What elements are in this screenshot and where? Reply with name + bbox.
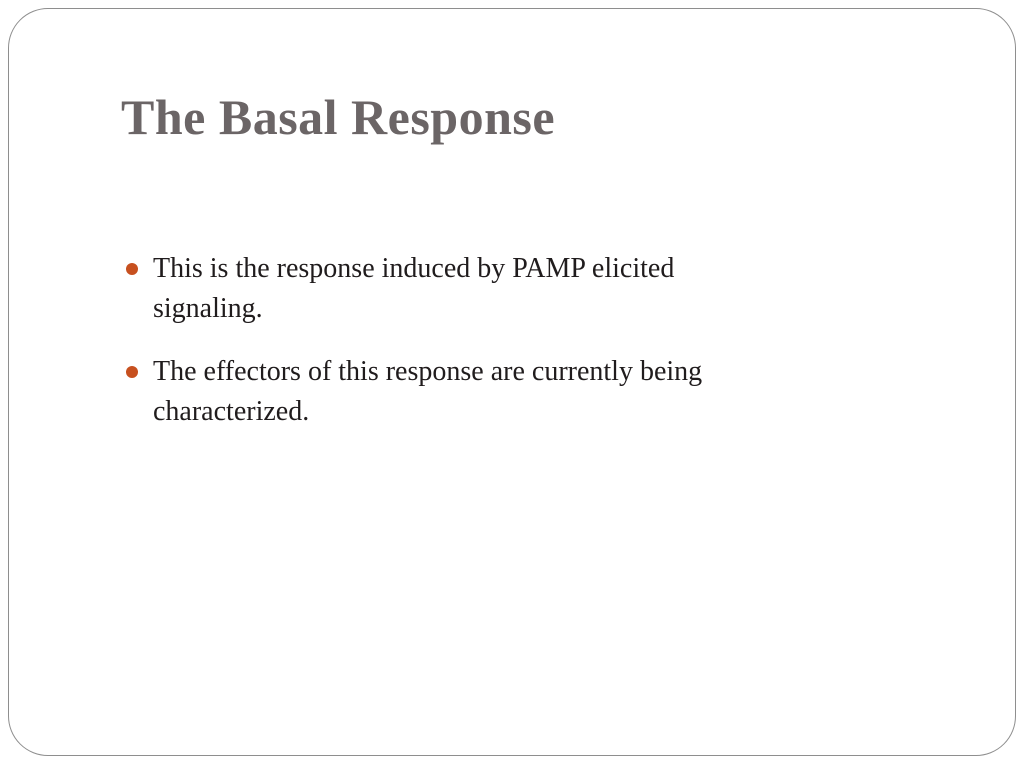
bullet-text-line: This is the response induced by PAMP elicited xyxy=(153,253,675,284)
bullet-text-line: signaling. xyxy=(153,293,263,324)
bullet-text-line: The effectors of this response are currently being xyxy=(153,356,703,387)
slide-title: The Basal Response xyxy=(121,89,556,145)
bullet-icon xyxy=(126,366,138,378)
slide-canvas xyxy=(8,8,1016,756)
list-item xyxy=(121,249,981,329)
list-item xyxy=(121,352,981,432)
bullet-text-line: characterized. xyxy=(153,396,310,427)
bullet-icon xyxy=(126,263,138,275)
bullet-list xyxy=(121,249,981,455)
